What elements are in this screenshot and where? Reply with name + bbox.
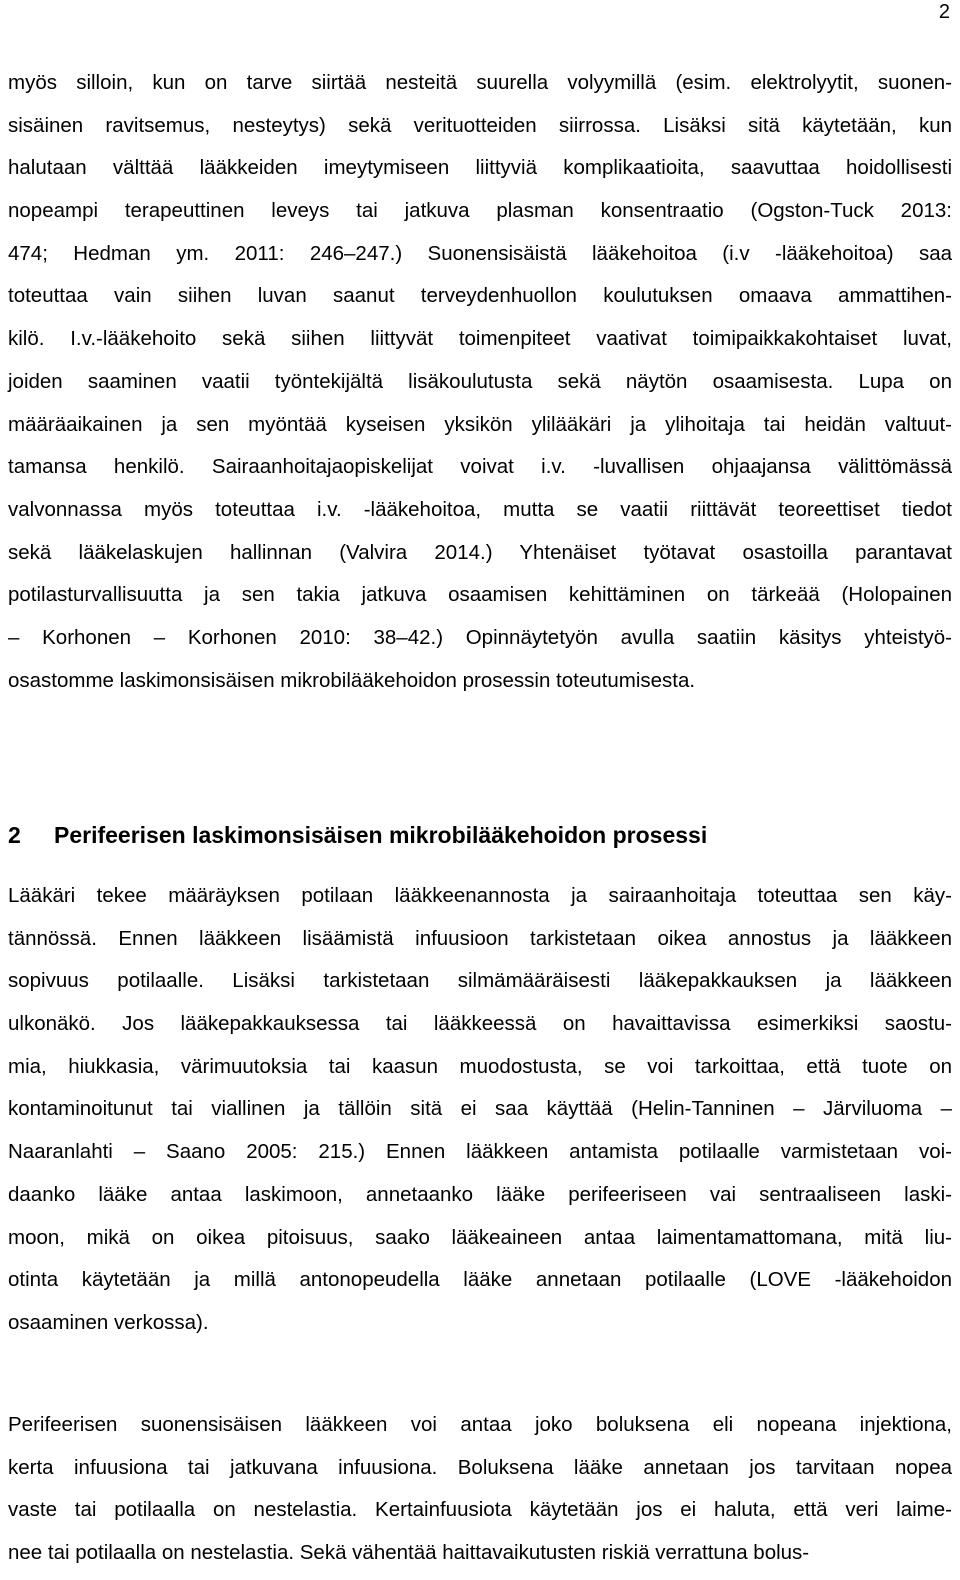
text-line: vaste tai potilaalla on nestelastia. Kertainfuusiota käytetään jos ei haluta, että veri laime- bbox=[8, 1498, 952, 1522]
text-line: sekä lääkelaskujen hallinnan (Valvira 2014.) Yhtenäiset työtavat osastoilla parantavat bbox=[8, 540, 952, 564]
paragraph-intro bbox=[8, 62, 952, 702]
paragraph-bolus bbox=[8, 1404, 952, 1575]
text-line: ulkonäkö. Jos lääkepakkauksessa tai lääkkeessä on havaittavissa esimerkiksi saostu- bbox=[8, 1012, 952, 1036]
section-title: Perifeerisen laskimonsisäisen mikrobilääkehoidon prosessi bbox=[54, 822, 708, 848]
text-line: tamansa henkilö. Sairaanhoitajaopiskelijat voivat i.v. -luvallisen ohjaajansa välittömässä bbox=[8, 455, 952, 479]
text-line: joiden saaminen vaatii työntekijältä lisäkoulutusta sekä näytön osaamisesta. Lupa on bbox=[8, 369, 952, 393]
text-line: kilö. I.v.-lääkehoito sekä siihen liittyvät toimenpiteet vaativat toimipaikkakohtaiset luvat, bbox=[8, 327, 952, 351]
text-line: halutaan välttää lääkkeiden imeytymiseen liittyviä komplikaatioita, saavuttaa hoidollisesti bbox=[8, 156, 952, 180]
text-line: kontaminoitunut tai viallinen ja tällöin sitä ei saa käyttää (Helin-Tanninen – Järviluoma – bbox=[8, 1097, 952, 1121]
text-line: sopivuus potilaalle. Lisäksi tarkistetaan silmämääräisesti lääkepakkauksen ja lääkkeen bbox=[8, 969, 952, 993]
text-line: toteuttaa vain siihen luvan saanut terveydenhuollon koulutuksen omaava ammattihen- bbox=[8, 284, 952, 308]
text-line: moon, mikä on oikea pitoisuus, saako lääkeaineen antaa laimentamattomana, mitä liu- bbox=[8, 1225, 952, 1249]
text-line: osastomme laskimonsisäisen mikrobilääkehoidon prosessin toteutumisesta. bbox=[8, 668, 696, 692]
text-line: Lääkäri tekee määräyksen potilaan lääkkeenannosta ja sairaanhoitaja toteuttaa sen käy- bbox=[8, 884, 952, 907]
text-line: Perifeerisen suonensisäisen lääkkeen voi antaa joko boluksena eli nopeana injektiona, bbox=[8, 1413, 952, 1436]
text-line: määräaikainen ja sen myöntää kyseisen yksikön ylilääkäri ja ylihoitaja tai heidän valtuut- bbox=[8, 412, 952, 436]
text-line: kerta infuusiona tai jatkuvana infuusiona. Boluksena lääke annetaan jos tarvitaan nopea bbox=[8, 1455, 952, 1479]
text-line: nopeampi terapeuttinen leveys tai jatkuva plasman konsentraatio (Ogston-Tuck 2013: bbox=[8, 199, 952, 223]
text-line: tännössä. Ennen lääkkeen lisäämistä infuusioon tarkistetaan oikea annostus ja lääkkeen bbox=[8, 926, 952, 950]
text-line: 474; Hedman ym. 2011: 246–247.) Suonensisäistä lääkehoitoa (i.v -lääkehoitoa) saa bbox=[8, 241, 952, 265]
text-line: daanko lääke antaa laskimoon, annetaanko lääke perifeeriseen vai sentraaliseen laski- bbox=[8, 1182, 952, 1206]
text-line: otinta käytetään ja millä antonopeudella lääke annetaan potilaalle (LOVE -lääkehoidon bbox=[8, 1268, 952, 1292]
text-line: potilasturvallisuutta ja sen takia jatkuva osaamisen kehittäminen on tärkeää (Holopainen bbox=[8, 583, 952, 607]
section-number: 2 bbox=[8, 822, 21, 848]
text-line: osaaminen verkossa). bbox=[8, 1310, 209, 1334]
text-line: Naaranlahti – Saano 2005: 215.) Ennen lääkkeen antamista potilaalle varmistetaan voi- bbox=[8, 1140, 952, 1164]
text-line: myös silloin, kun on tarve siirtää nesteitä suurella volyymillä (esim. elektrolyytit, suonen- bbox=[8, 71, 952, 94]
section-heading bbox=[8, 813, 707, 857]
text-line: – Korhonen – Korhonen 2010: 38–42.) Opinnäytetyön avulla saatiin käsitys yhteistyö- bbox=[8, 625, 952, 649]
paragraph-process bbox=[8, 875, 952, 1345]
text-line: nee tai potilaalla on nestelastia. Sekä vähentää haittavaikutusten riskiä verrattuna bolus- bbox=[8, 1541, 810, 1565]
text-line: valvonnassa myös toteuttaa i.v. -lääkehoitoa, mutta se vaatii riittävät teoreettiset tiedot bbox=[8, 497, 952, 521]
text-line: sisäinen ravitsemus, nesteytys) sekä verituotteiden siirrossa. Lisäksi sitä käytetään, kun bbox=[8, 113, 952, 137]
text-line: mia, hiukkasia, värimuutoksia tai kaasun muodostusta, se voi tarkoittaa, että tuote on bbox=[8, 1054, 952, 1078]
page-number: 2 bbox=[938, 1, 950, 23]
